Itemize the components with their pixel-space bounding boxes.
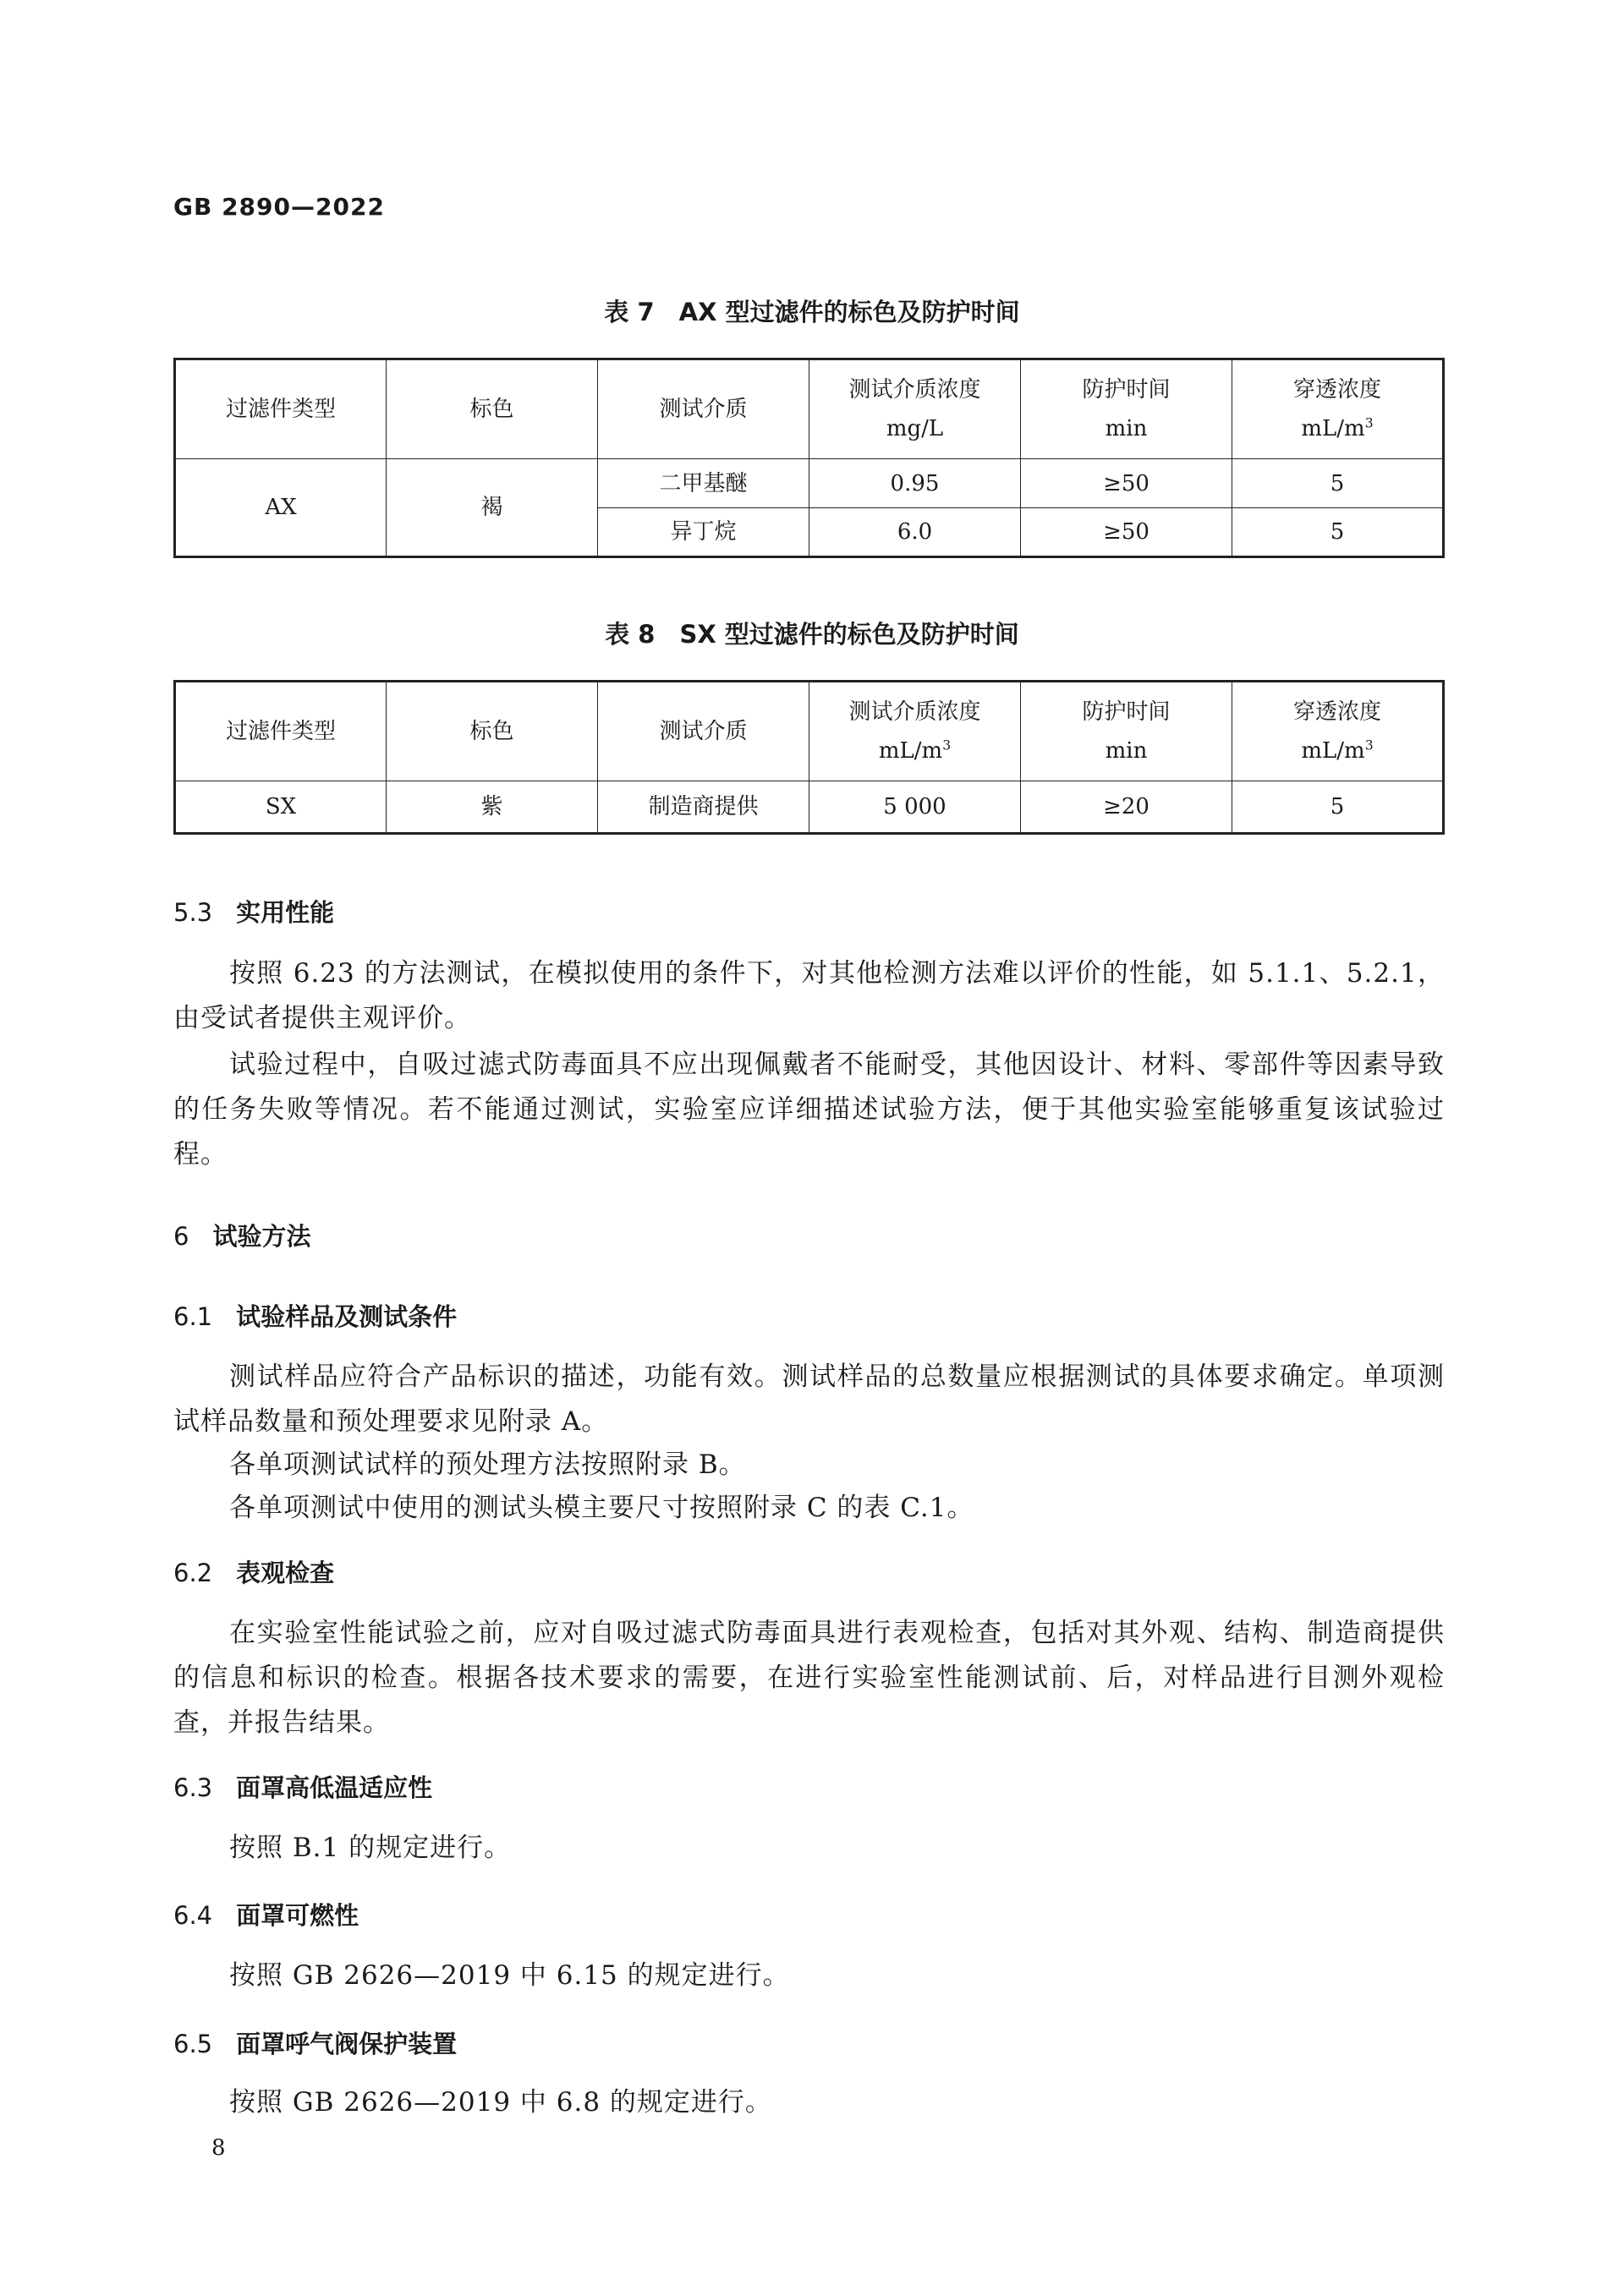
section-number: 6.4 — [173, 1901, 213, 1930]
section-title: 面罩呼气阀保护装置 — [236, 2030, 458, 2058]
table8-header-concentration-label: 测试介质浓度 — [848, 699, 981, 725]
section-6-4-heading — [173, 1897, 359, 1932]
table8-cell-concentration: 5 000 — [809, 781, 1021, 834]
table8-header-penetration-unit: $mL/m^3$ — [1301, 737, 1374, 764]
table7-header-time — [1021, 359, 1232, 459]
table7 — [173, 358, 1445, 558]
table7-header-color: 标色 — [387, 359, 598, 459]
table7-cell-penetration: 5 — [1232, 508, 1444, 557]
table8-header-time-unit: min — [1105, 738, 1148, 764]
section-6-1-heading — [173, 1298, 457, 1333]
section-number: 5.3 — [173, 898, 213, 927]
table8-header-penetration — [1232, 682, 1444, 781]
standard-code: GB 2890—2022 — [173, 193, 385, 221]
table8-cell-penetration: 5 — [1232, 781, 1444, 834]
section-title: 面罩可燃性 — [236, 1901, 359, 1930]
section-number: 6.5 — [173, 2030, 213, 2058]
table8-header-row — [175, 682, 1444, 781]
paragraph: 各单项测试中使用的测试头模主要尺寸按照附录 C 的表 C.1。 — [229, 1493, 974, 1523]
table7-header-concentration-label: 测试介质浓度 — [848, 377, 981, 403]
paragraph: 试验过程中，自吸过滤式防毒面具不应出现佩戴者不能耐受，其他因设计、材料、零部件等因素导致的任务失败等情况。若不能通过测试，实验室应详细描述试验方法，便于其他实验室能够重复该试验过程。 — [173, 1049, 1445, 1170]
table8-header-time — [1021, 682, 1232, 781]
section-6-5-heading — [173, 2025, 457, 2060]
section-title: 面罩高低温适应性 — [236, 1773, 433, 1802]
table7-header-time-unit: min — [1105, 416, 1148, 441]
table7-cell-medium: 二甲基醚 — [598, 459, 809, 508]
paragraph: 各单项测试试样的预处理方法按照附录 B。 — [229, 1449, 746, 1480]
table7-caption: 表 7 AX 型过滤件的标色及防护时间 — [604, 298, 1020, 326]
table7-header-concentration-unit: mg/L — [886, 416, 944, 441]
section-6-2-heading — [173, 1554, 334, 1589]
table7-cell-penetration: 5 — [1232, 459, 1444, 508]
section-number: 6.3 — [173, 1773, 213, 1802]
table7-cell-concentration: 0.95 — [809, 459, 1021, 508]
table8-cell-medium: 制造商提供 — [598, 781, 809, 834]
table8-cell-time: ≥20 — [1021, 781, 1232, 834]
table7-header-row — [175, 359, 1444, 459]
table7-cell-concentration: 6.0 — [809, 508, 1021, 557]
table8-cell-type: SX — [175, 781, 387, 834]
section-number: 6 — [173, 1222, 189, 1251]
table-row — [175, 459, 1444, 508]
table7-cell-color: 褐 — [387, 459, 598, 557]
table7-header-type: 过滤件类型 — [175, 359, 387, 459]
table7-header-penetration-unit: $mL/m^3$ — [1301, 415, 1374, 441]
table8-cell-color: 紫 — [387, 781, 598, 834]
table8-header-color: 标色 — [387, 682, 598, 781]
section-5-3-heading — [173, 894, 334, 929]
paragraph: 按照 GB 2626—2019 中 6.15 的规定进行。 — [229, 1960, 790, 1991]
paragraph: 按照 GB 2626—2019 中 6.8 的规定进行。 — [229, 2087, 772, 2118]
paragraph: 测试样品应符合产品标识的描述，功能有效。测试样品的总数量应根据测试的具体要求确定。单项测试样品数量和预处理要求见附录 A。 — [173, 1362, 1445, 1437]
table7-cell-time: ≥50 — [1021, 459, 1232, 508]
table8 — [173, 680, 1445, 835]
table8-header-time-label: 防护时间 — [1082, 699, 1171, 725]
table8-header-type: 过滤件类型 — [175, 682, 387, 781]
section-title: 表观检查 — [236, 1559, 335, 1587]
paragraph: 在实验室性能试验之前，应对自吸过滤式防毒面具进行表观检查，包括对其外观、结构、制造商提供的信息和标识的检查。根据各技术要求的需要，在进行实验室性能测试前、后，对样品进行目测外观检查，并报告结果。 — [173, 1618, 1445, 1738]
table7-header-time-label: 防护时间 — [1082, 377, 1171, 403]
table8-header-penetration-label: 穿透浓度 — [1292, 699, 1381, 725]
section-title: 试验方法 — [212, 1222, 311, 1251]
paragraph: 按照 6.23 的方法测试，在模拟使用的条件下，对其他检测方法难以评价的性能，如 5.1.1、5.2.1，由受试者提供主观评价。 — [173, 958, 1445, 1033]
section-6-3-heading — [173, 1769, 432, 1804]
paragraph: 按照 B.1 的规定进行。 — [229, 1833, 512, 1863]
table7-header-penetration — [1232, 359, 1444, 459]
section-title: 实用性能 — [236, 898, 335, 927]
section-title: 试验样品及测试条件 — [236, 1302, 458, 1331]
table7-header-penetration-label: 穿透浓度 — [1292, 377, 1381, 403]
table7-cell-medium: 异丁烷 — [598, 508, 809, 557]
section-6-heading — [173, 1218, 310, 1252]
section-number: 6.2 — [173, 1559, 213, 1587]
table7-cell-type: AX — [175, 459, 387, 557]
table8-header-concentration-unit: $mL/m^3$ — [878, 737, 952, 764]
page-number: 8 — [211, 2135, 226, 2161]
table8-header-medium: 测试介质 — [598, 682, 809, 781]
table-row — [175, 781, 1444, 834]
table8-header-concentration — [809, 682, 1021, 781]
section-number: 6.1 — [173, 1302, 213, 1331]
table7-header-medium: 测试介质 — [598, 359, 809, 459]
table8-caption: 表 8 SX 型过滤件的标色及防护时间 — [605, 620, 1019, 649]
table7-header-concentration — [809, 359, 1021, 459]
table7-cell-time: ≥50 — [1021, 508, 1232, 557]
